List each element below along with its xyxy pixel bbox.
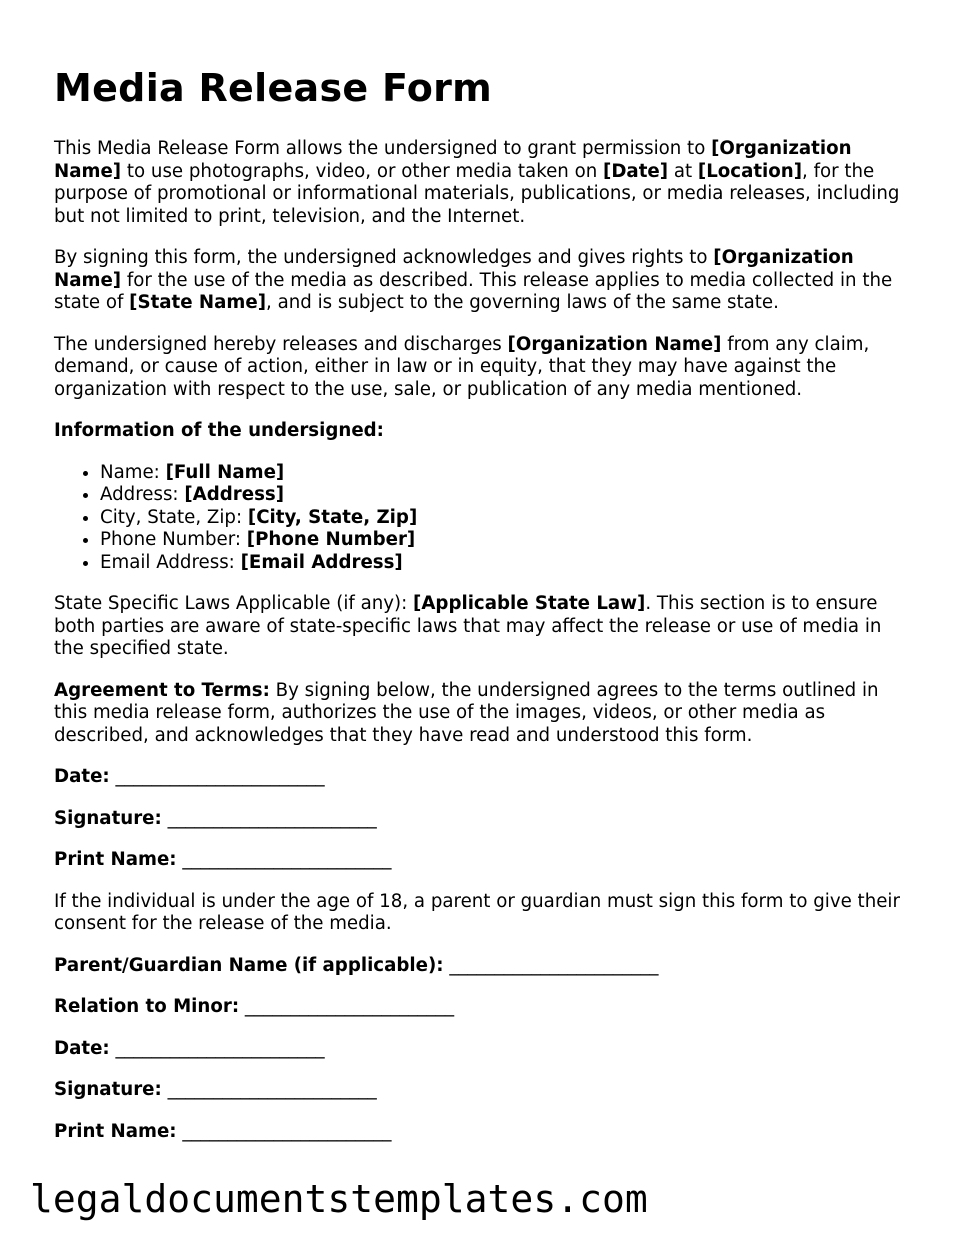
agreement-paragraph xyxy=(54,680,914,748)
list-item xyxy=(100,484,914,507)
footer-watermark: legaldocumentstemplates.com xyxy=(30,1177,648,1221)
minor-paragraph: If the individual is under the age of 18, a parent or guardian must sign this form to give their consent for the release of the media. xyxy=(54,890,900,934)
release-paragraph xyxy=(54,334,914,402)
state-laws-paragraph xyxy=(54,593,914,661)
state-law-placeholder: [Applicable State Law] xyxy=(413,593,646,614)
guardian-name-label: Parent/Guardian Name (if applicable): xyxy=(54,954,444,976)
date-placeholder: [Date] xyxy=(603,160,669,182)
organization-placeholder: [Organization Name] xyxy=(507,333,722,355)
info-value: [Address] xyxy=(184,484,285,505)
signature-blank-line[interactable]: _______________________ xyxy=(167,807,377,829)
guardian-date-blank-line[interactable]: _______________________ xyxy=(115,1037,325,1059)
guardian-date-label: Date: xyxy=(54,1037,110,1059)
signature-field xyxy=(54,808,914,831)
print-name-blank-line[interactable]: _______________________ xyxy=(182,849,392,870)
guardian-print-name-field xyxy=(54,1121,914,1144)
info-label: Email Address: xyxy=(100,551,241,573)
organization-placeholder: [Organization Name] xyxy=(54,138,852,182)
state-placeholder: [State Name] xyxy=(129,292,267,313)
date-blank-line[interactable]: _______________________ xyxy=(115,766,325,787)
rights-text-2: for the use of the media as described. This release applies to media collected in the state of xyxy=(54,269,893,313)
page-title: Media Release Form xyxy=(54,66,493,110)
info-value: [Phone Number] xyxy=(246,529,416,550)
location-placeholder: [Location] xyxy=(697,160,803,182)
info-label: Address: xyxy=(100,484,185,505)
intro-text-4: , for the purpose of promotional or informational materials, publications, or media releases, including but not limited to print, television, and the Internet. xyxy=(54,160,900,227)
list-item xyxy=(100,529,914,552)
release-text-1: The undersigned hereby releases and discharges xyxy=(54,333,508,355)
info-heading-text: Information of the undersigned: xyxy=(54,420,384,441)
guardian-signature-label: Signature: xyxy=(54,1079,162,1100)
guardian-print-name-blank-line[interactable]: _______________________ xyxy=(182,1120,392,1142)
state-laws-text-1: State Specific Laws Applicable (if any): xyxy=(54,593,414,614)
date-label: Date: xyxy=(54,766,110,787)
guardian-signature-blank-line[interactable]: _______________________ xyxy=(167,1079,377,1100)
list-item xyxy=(100,462,914,485)
info-value: [Full Name] xyxy=(165,461,285,483)
signature-label: Signature: xyxy=(54,807,162,829)
print-name-field xyxy=(54,849,914,872)
state-laws-text-2: . This section is to ensure both parties are aware of state-specific laws that may affect the release or use of media in the specified state. xyxy=(54,593,882,659)
guardian-name-field xyxy=(54,955,914,978)
relation-label: Relation to Minor: xyxy=(54,996,240,1017)
agreement-label: Agreement to Terms: xyxy=(54,679,270,701)
info-heading xyxy=(54,420,914,443)
date-field xyxy=(54,766,914,789)
rights-paragraph xyxy=(54,247,914,315)
rights-text-1: By signing this form, the undersigned acknowledges and gives rights to xyxy=(54,247,714,268)
guardian-name-blank-line[interactable]: _______________________ xyxy=(449,954,659,976)
intro-text-2: to use photographs, video, or other media taken on xyxy=(121,160,604,182)
intro-text-3: at xyxy=(668,160,698,182)
print-name-label: Print Name: xyxy=(54,849,177,870)
info-value: [City, State, Zip] xyxy=(247,506,418,528)
list-item xyxy=(100,507,914,530)
info-list xyxy=(54,462,914,575)
organization-placeholder: [Organization Name] xyxy=(54,247,854,291)
guardian-signature-field xyxy=(54,1079,914,1102)
info-label: Name: xyxy=(100,461,166,483)
info-value: [Email Address] xyxy=(240,551,403,573)
info-label: Phone Number: xyxy=(100,529,247,550)
rights-text-3: , and is subject to the governing laws of the same state. xyxy=(266,292,779,313)
guardian-print-name-label: Print Name: xyxy=(54,1120,177,1142)
intro-paragraph xyxy=(54,138,914,228)
list-item xyxy=(100,552,914,575)
release-text-2: from any claim, demand, or cause of action, either in law or in equity, that they may have against the organization with respect to the use, sale, or publication of any media mentioned. xyxy=(54,333,870,400)
info-label: City, State, Zip: xyxy=(100,506,248,528)
guardian-date-field xyxy=(54,1038,914,1061)
relation-field xyxy=(54,996,914,1019)
agreement-text: By signing below, the undersigned agrees to the terms outlined in this media release form, authorizes the use of the images, videos, or other media as described, and acknowledges that they have read and understood this form. xyxy=(54,679,879,746)
document xyxy=(54,64,914,1162)
intro-text-1: This Media Release Form allows the undersigned to grant permission to xyxy=(54,138,712,159)
relation-blank-line[interactable]: _______________________ xyxy=(244,996,455,1017)
